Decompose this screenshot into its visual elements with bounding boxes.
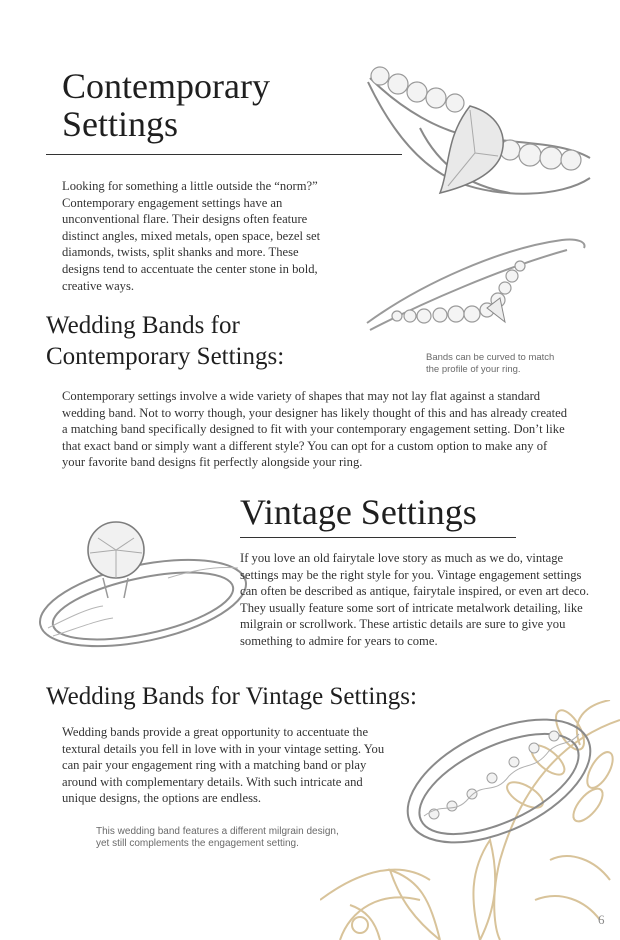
contemporary-bands-title-line2: Contemporary Settings: xyxy=(46,343,285,370)
page-number: 6 xyxy=(598,912,605,927)
vintage-band-caption-line1: This wedding band features a different milgrain design, xyxy=(96,826,339,837)
curved-wedding-band-image xyxy=(362,228,592,348)
vintage-band-caption-line2: yet still complements the engagement setting. xyxy=(96,838,299,849)
vintage-paragraph: If you love an old fairytale love story as much as we do, vintage settings may be the right style for you. Vintage engagement settings can often be described as antique, fairytale inspired, or even art deco. They usually feature some sort of intricate metalwork detailing, like milgrain or scrollwork. These artistic details are sure to give you something to admire for years to come. xyxy=(240,551,589,648)
contemporary-bands-title-line1: Wedding Bands for xyxy=(46,312,240,339)
contemporary-band-caption-line1: Bands can be curved to match xyxy=(426,352,555,363)
vintage-title-rule xyxy=(240,537,516,538)
contemporary-paragraph: Looking for something a little outside the “norm?” Contemporary engagement settings have an unconventional flare. Their designs often feature distinct angles, mixed metals, open space, bezel set diamonds, twists, split shanks and more. These designs tend to accentuate the center stone in bold, creative ways. xyxy=(62,179,321,293)
vintage-wedding-band-image xyxy=(394,706,604,856)
contemporary-title-line1: Contemporary xyxy=(62,66,270,106)
vintage-bands-paragraph: Wedding bands provide a great opportunity to accentuate the textural details you fell in love with in your vintage setting. You can pair your engagement ring with a matching band or play around with complementary details. With such intricate and unique designs, the options are endless. xyxy=(62,725,385,806)
vintage-solitaire-ring-image xyxy=(28,508,250,658)
pear-diamond-ring-image xyxy=(360,58,595,208)
contemporary-title-rule xyxy=(46,154,402,155)
contemporary-bands-paragraph: Contemporary settings involve a wide variety of shapes that may not lay flat against a standard wedding band. Not to worry though, your designer has likely thought of this and has already created a matching band specifically designed to fit with your contemporary engagement setting. Don’t like that exact band or simply want a different style? You can opt for a custom option to make any of your favorite band designs fit perfectly alongside your ring. xyxy=(62,389,568,470)
contemporary-band-caption-line2: the profile of your ring. xyxy=(426,364,521,375)
vintage-bands-title: Wedding Bands for Vintage Settings: xyxy=(46,683,417,710)
vintage-title: Vintage Settings xyxy=(240,492,477,532)
contemporary-title-line2: Settings xyxy=(62,104,179,144)
